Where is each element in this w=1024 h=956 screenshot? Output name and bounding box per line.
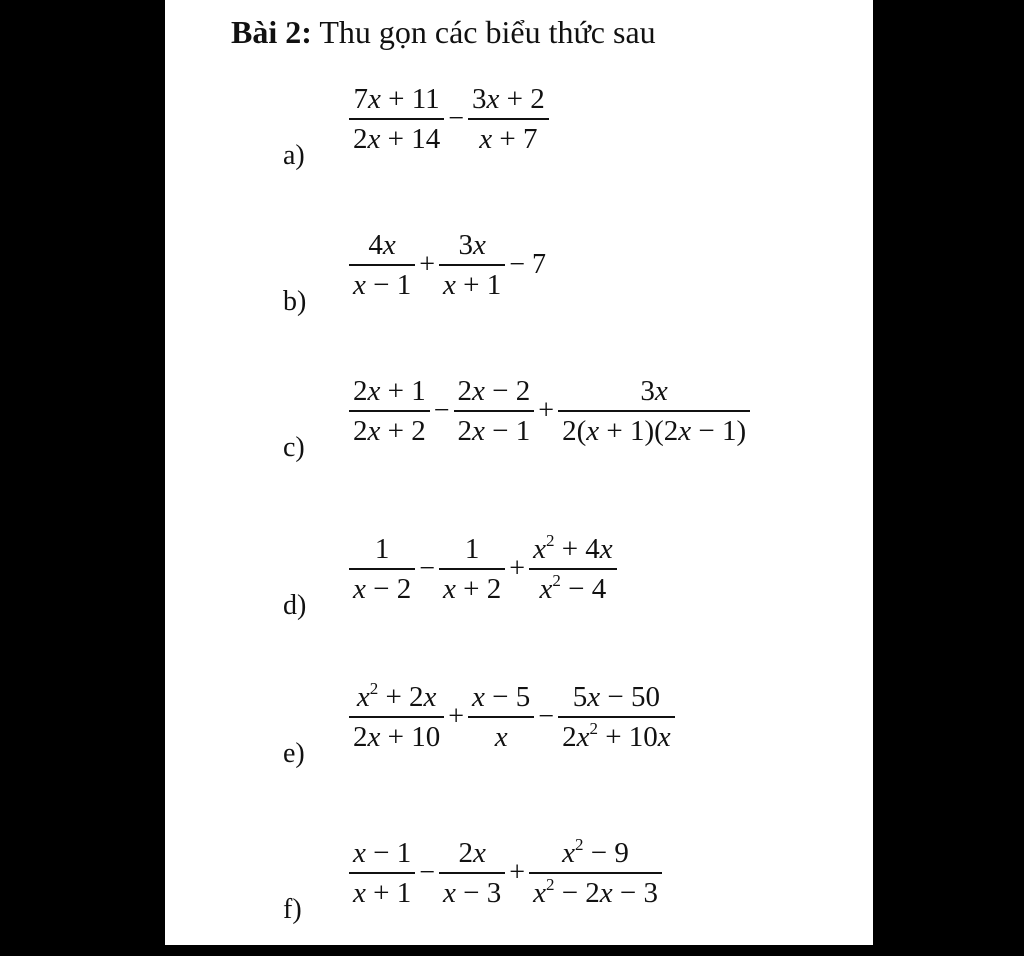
denominator: 2x + 10 [353,721,441,753]
fraction-bar [439,264,505,266]
denominator: $x^2 - 4$ [539,571,607,605]
exercise-title [231,12,656,52]
fraction [454,374,535,448]
numerator: 3x + 2 [472,83,545,115]
fraction [349,374,430,448]
operator: + [509,553,526,584]
numerator: 1 [464,533,480,565]
numerator: 7x + 11 [353,83,440,115]
numerator: 3x [458,229,486,261]
math-expression [347,532,619,606]
denominator: 2(x + 1)(2x − 1) [562,415,747,447]
numerator: 2x + 1 [353,375,426,407]
fraction-bar [439,568,505,570]
fraction [439,836,505,910]
operator: + [538,395,555,426]
numerator: x − 1 [353,837,412,869]
fraction-bar [349,872,415,874]
operator: + [448,701,465,732]
exercise-item [165,680,873,800]
fraction-bar [529,872,662,874]
denominator: $2x^2 + 10x$ [562,719,671,753]
math-expression [347,680,677,754]
item-label: d) [283,590,307,621]
fraction [349,228,415,302]
fraction [439,532,505,606]
fraction [349,82,444,156]
math-expression [347,836,664,910]
numerator: 5x − 50 [572,681,660,713]
fraction [529,836,662,910]
denominator: x + 1 [443,269,502,301]
numerator: 4x [368,229,396,261]
fraction-bar [468,118,549,120]
denominator: x + 2 [443,573,502,605]
denominator: 2x + 14 [353,123,441,155]
fraction-bar [349,118,444,120]
fraction-bar [468,716,534,718]
exercise-item [165,82,873,202]
math-expression [347,82,551,156]
fraction [468,680,534,754]
fraction [558,374,750,448]
item-label: e) [283,738,305,769]
fraction [468,82,549,156]
fraction-bar [558,716,675,718]
math-expression [347,228,548,302]
exercise-instruction: Thu gọn các biểu thức sau [311,14,656,50]
item-label: c) [283,432,305,463]
numerator: $x^2 + 4x$ [533,531,613,565]
fraction-bar [529,568,617,570]
numerator: 2x [458,837,486,869]
fraction [349,836,415,910]
item-label: a) [283,140,305,171]
fraction-bar [439,872,505,874]
numerator: 2x − 2 [457,375,531,407]
exercise-item [165,532,873,652]
denominator: $x^2 - 2x - 3$ [533,875,659,909]
operator: − [538,701,555,732]
operator: − [419,553,436,584]
worksheet-page [165,0,873,945]
exercise-number: Bài 2: [231,14,312,50]
numerator: x − 5 [472,681,531,713]
fraction-bar [349,716,444,718]
exercise-item [165,836,873,956]
numerator: $x^2 - 9$ [562,835,629,869]
fraction [349,532,415,606]
math-expression [347,374,752,448]
fraction-bar [349,568,415,570]
numerator: 1 [374,533,390,565]
denominator: x − 1 [353,269,412,301]
item-label: b) [283,286,307,317]
fraction [349,680,444,754]
denominator: 2x − 1 [457,415,531,447]
numerator: 3x [640,375,668,407]
operator: − [433,395,450,426]
denominator: x [494,721,508,753]
fraction [558,680,675,754]
operator: − [448,103,465,134]
fraction [529,532,617,606]
operator: − [419,857,436,888]
exercise-item [165,374,873,494]
operator: − 7 [509,249,547,280]
denominator: 2x + 2 [353,415,426,447]
exercise-item [165,228,873,348]
fraction [439,228,505,302]
denominator: x − 2 [353,573,412,605]
denominator: x + 1 [353,877,412,909]
fraction-bar [454,410,535,412]
fraction-bar [349,264,415,266]
item-label: f) [283,894,302,925]
denominator: x + 7 [479,123,538,155]
operator: + [419,249,436,280]
operator: + [509,857,526,888]
numerator: $x^2 + 2x$ [356,679,437,713]
fraction-bar [349,410,430,412]
fraction-bar [558,410,750,412]
denominator: x − 3 [443,877,502,909]
